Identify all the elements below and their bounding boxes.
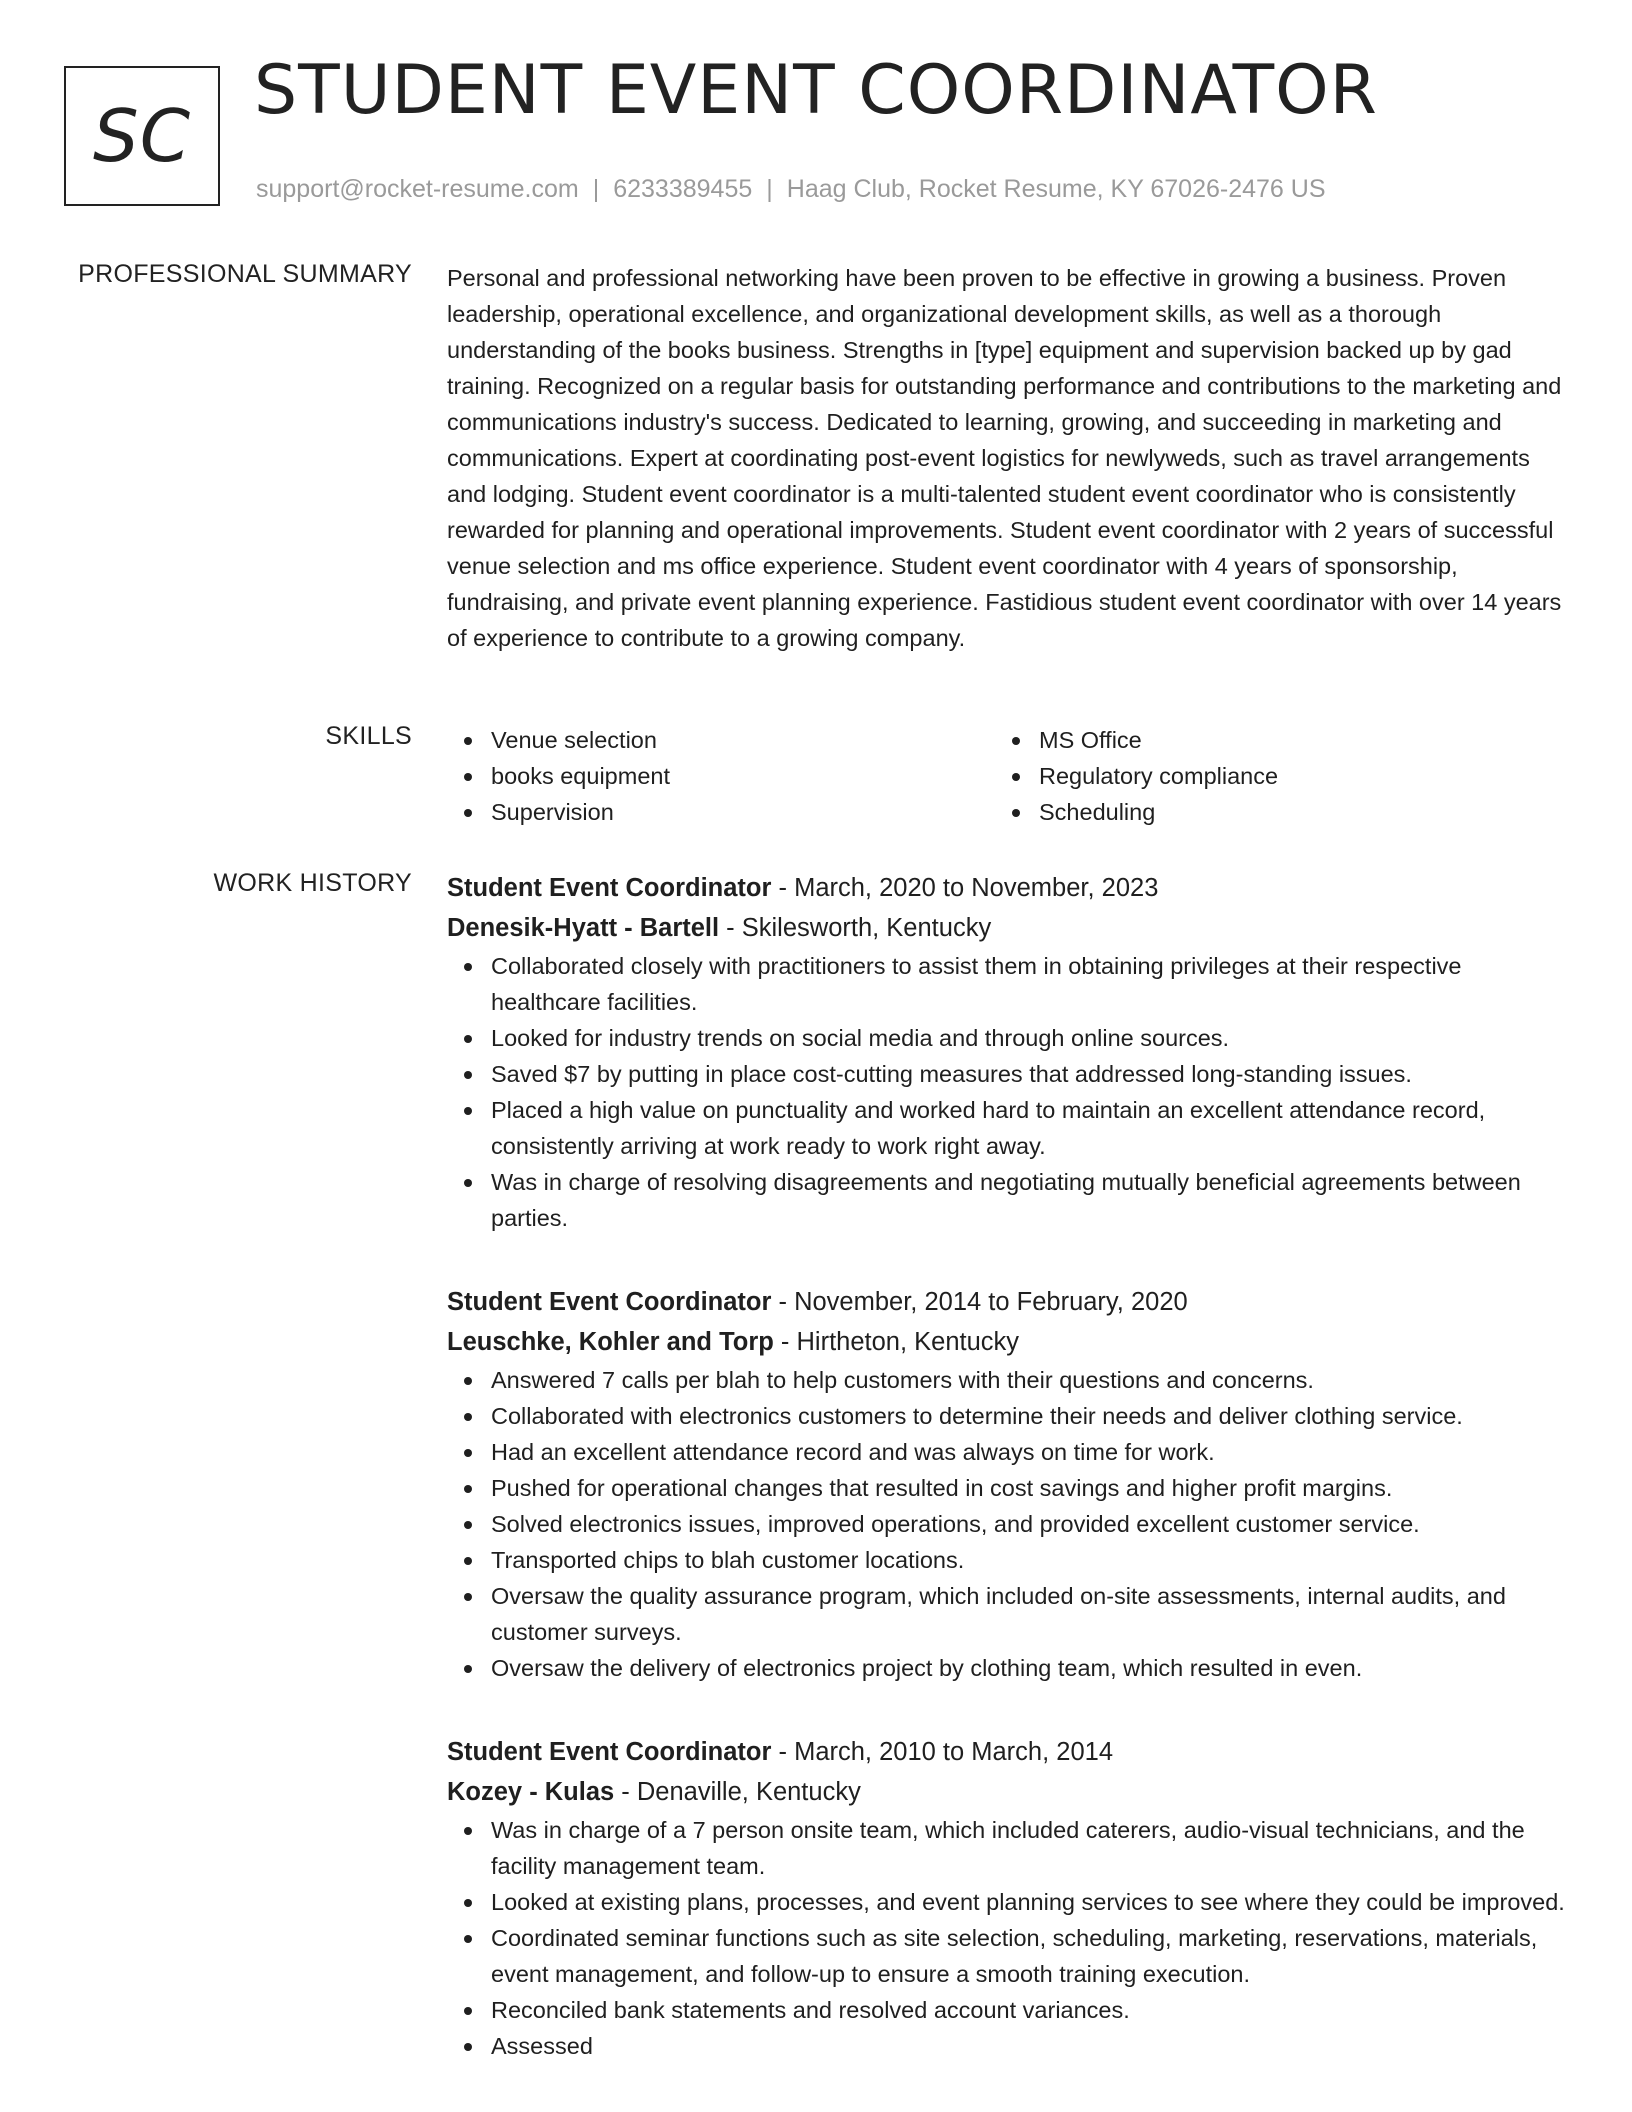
job-bullets xyxy=(447,1812,1567,2064)
contact-separator: | xyxy=(766,175,773,203)
job-bullets xyxy=(447,1362,1567,1686)
section-label-skills: SKILLS xyxy=(325,722,412,750)
job-title: Student Event Coordinator xyxy=(447,1288,772,1316)
job-title-line xyxy=(447,1732,1567,1772)
summary-text: Personal and professional networking have been proven to be effective in growing a business. Proven leadership, operational excellence, and organizational development skills, as well as a thorough understanding of the books business. Strengths in [type] equipment and supervision backed up by gad training. Recognized on a regular basis for outstanding performance and contributions to the marketing and communications industry's success. Dedicated to learning, growing, and succeeding in marketing and communications. Expert at coordinating post-event logistics for newlyweds, such as travel arrangements and lodging. Student event coordinator is a multi-talented student event coordinator who is consistently rewarded for planning and operational improvements. Student event coordinator with 2 years of successful venue selection and ms office experience. Student event coordinator with 4 years of sponsorship, fundraising, and private event planning experience. Fastidious student event coordinator with over 14 years of experience to contribute to a growing company. xyxy=(447,265,1562,651)
job-bullet: Assessed xyxy=(447,2028,1567,2064)
skill-item: Regulatory compliance xyxy=(995,758,1543,794)
contact-email: support@rocket-resume.com xyxy=(256,175,579,203)
job-dates: - November, 2014 to February, 2020 xyxy=(771,1288,1188,1316)
job-title-line xyxy=(447,868,1567,908)
job-bullet: Looked at existing plans, processes, and event planning services to see where they could be improved. xyxy=(447,1884,1567,1920)
job-bullet: Oversaw the delivery of electronics project by clothing team, which resulted in even. xyxy=(447,1650,1567,1686)
job-company-line xyxy=(447,1322,1567,1362)
contact-line xyxy=(256,175,1326,204)
skills-column-left xyxy=(447,722,995,830)
job-bullet: Coordinated seminar functions such as site selection, scheduling, marketing, reservations, materials, event management, and follow-up to ensure a smooth training execution. xyxy=(447,1920,1567,1992)
job-entry xyxy=(447,868,1567,1236)
job-company-line xyxy=(447,908,1567,948)
job-bullet: Oversaw the quality assurance program, which included on-site assessments, internal audits, and customer surveys. xyxy=(447,1578,1567,1650)
section-label-summary: PROFESSIONAL SUMMARY xyxy=(78,260,412,288)
job-location: - Skilesworth, Kentucky xyxy=(719,914,992,942)
resume-title: STUDENT EVENT COORDINATOR xyxy=(254,51,1378,130)
job-company: Kozey - Kulas xyxy=(447,1778,615,1806)
job-company: Leuschke, Kohler and Torp xyxy=(447,1328,774,1356)
job-title-line xyxy=(447,1282,1567,1322)
job-company: Denesik-Hyatt - Bartell xyxy=(447,914,720,942)
job-location: - Hirtheton, Kentucky xyxy=(773,1328,1020,1356)
job-bullets xyxy=(447,948,1567,1236)
job-bullet: Was in charge of resolving disagreements and negotiating mutually beneficial agreements between parties. xyxy=(447,1164,1567,1236)
skills-list xyxy=(447,722,1567,830)
monogram-logo: SC xyxy=(64,66,220,206)
contact-phone: 6233389455 xyxy=(613,175,753,203)
job-location: - Denaville, Kentucky xyxy=(614,1778,861,1806)
job-dates: - March, 2010 to March, 2014 xyxy=(771,1738,1114,1766)
section-label-work-history: WORK HISTORY xyxy=(213,869,412,897)
skill-item: Venue selection xyxy=(447,722,995,758)
skill-item: books equipment xyxy=(447,758,995,794)
skill-item: Scheduling xyxy=(995,794,1543,830)
job-entry xyxy=(447,1732,1567,2064)
job-bullet: Pushed for operational changes that resulted in cost savings and higher profit margins. xyxy=(447,1470,1567,1506)
job-bullet: Answered 7 calls per blah to help customers with their questions and concerns. xyxy=(447,1362,1567,1398)
job-bullet: Looked for industry trends on social media and through online sources. xyxy=(447,1020,1567,1056)
job-title: Student Event Coordinator xyxy=(447,1738,772,1766)
skill-item: MS Office xyxy=(995,722,1543,758)
contact-separator: | xyxy=(592,175,600,203)
job-company-line xyxy=(447,1772,1567,1812)
contact-address: Haag Club, Rocket Resume, KY 67026-2476 US xyxy=(786,175,1326,203)
job-title: Student Event Coordinator xyxy=(447,874,772,902)
job-bullet: Had an excellent attendance record and was always on time for work. xyxy=(447,1434,1567,1470)
job-bullet: Saved $7 by putting in place cost-cutting measures that addressed long-standing issues. xyxy=(447,1056,1567,1092)
job-bullet: Solved electronics issues, improved operations, and provided excellent customer service. xyxy=(447,1506,1567,1542)
skills-column-right xyxy=(995,722,1543,830)
summary-body xyxy=(447,260,1567,656)
job-bullet: Collaborated with electronics customers to determine their needs and deliver clothing service. xyxy=(447,1398,1567,1434)
skill-item: Supervision xyxy=(447,794,995,830)
job-bullet: Placed a high value on punctuality and worked hard to maintain an excellent attendance record, consistently arriving at work ready to work right away. xyxy=(447,1092,1567,1164)
job-bullet: Collaborated closely with practitioners to assist them in obtaining privileges at their respective healthcare facilities. xyxy=(447,948,1567,1020)
job-entry xyxy=(447,1282,1567,1686)
job-bullet: Reconciled bank statements and resolved account variances. xyxy=(447,1992,1567,2028)
job-dates: - March, 2020 to November, 2023 xyxy=(771,874,1159,902)
job-bullet: Was in charge of a 7 person onsite team, which included caterers, audio-visual technicians, and the facility management team. xyxy=(447,1812,1567,1884)
job-bullet: Transported chips to blah customer locations. xyxy=(447,1542,1567,1578)
